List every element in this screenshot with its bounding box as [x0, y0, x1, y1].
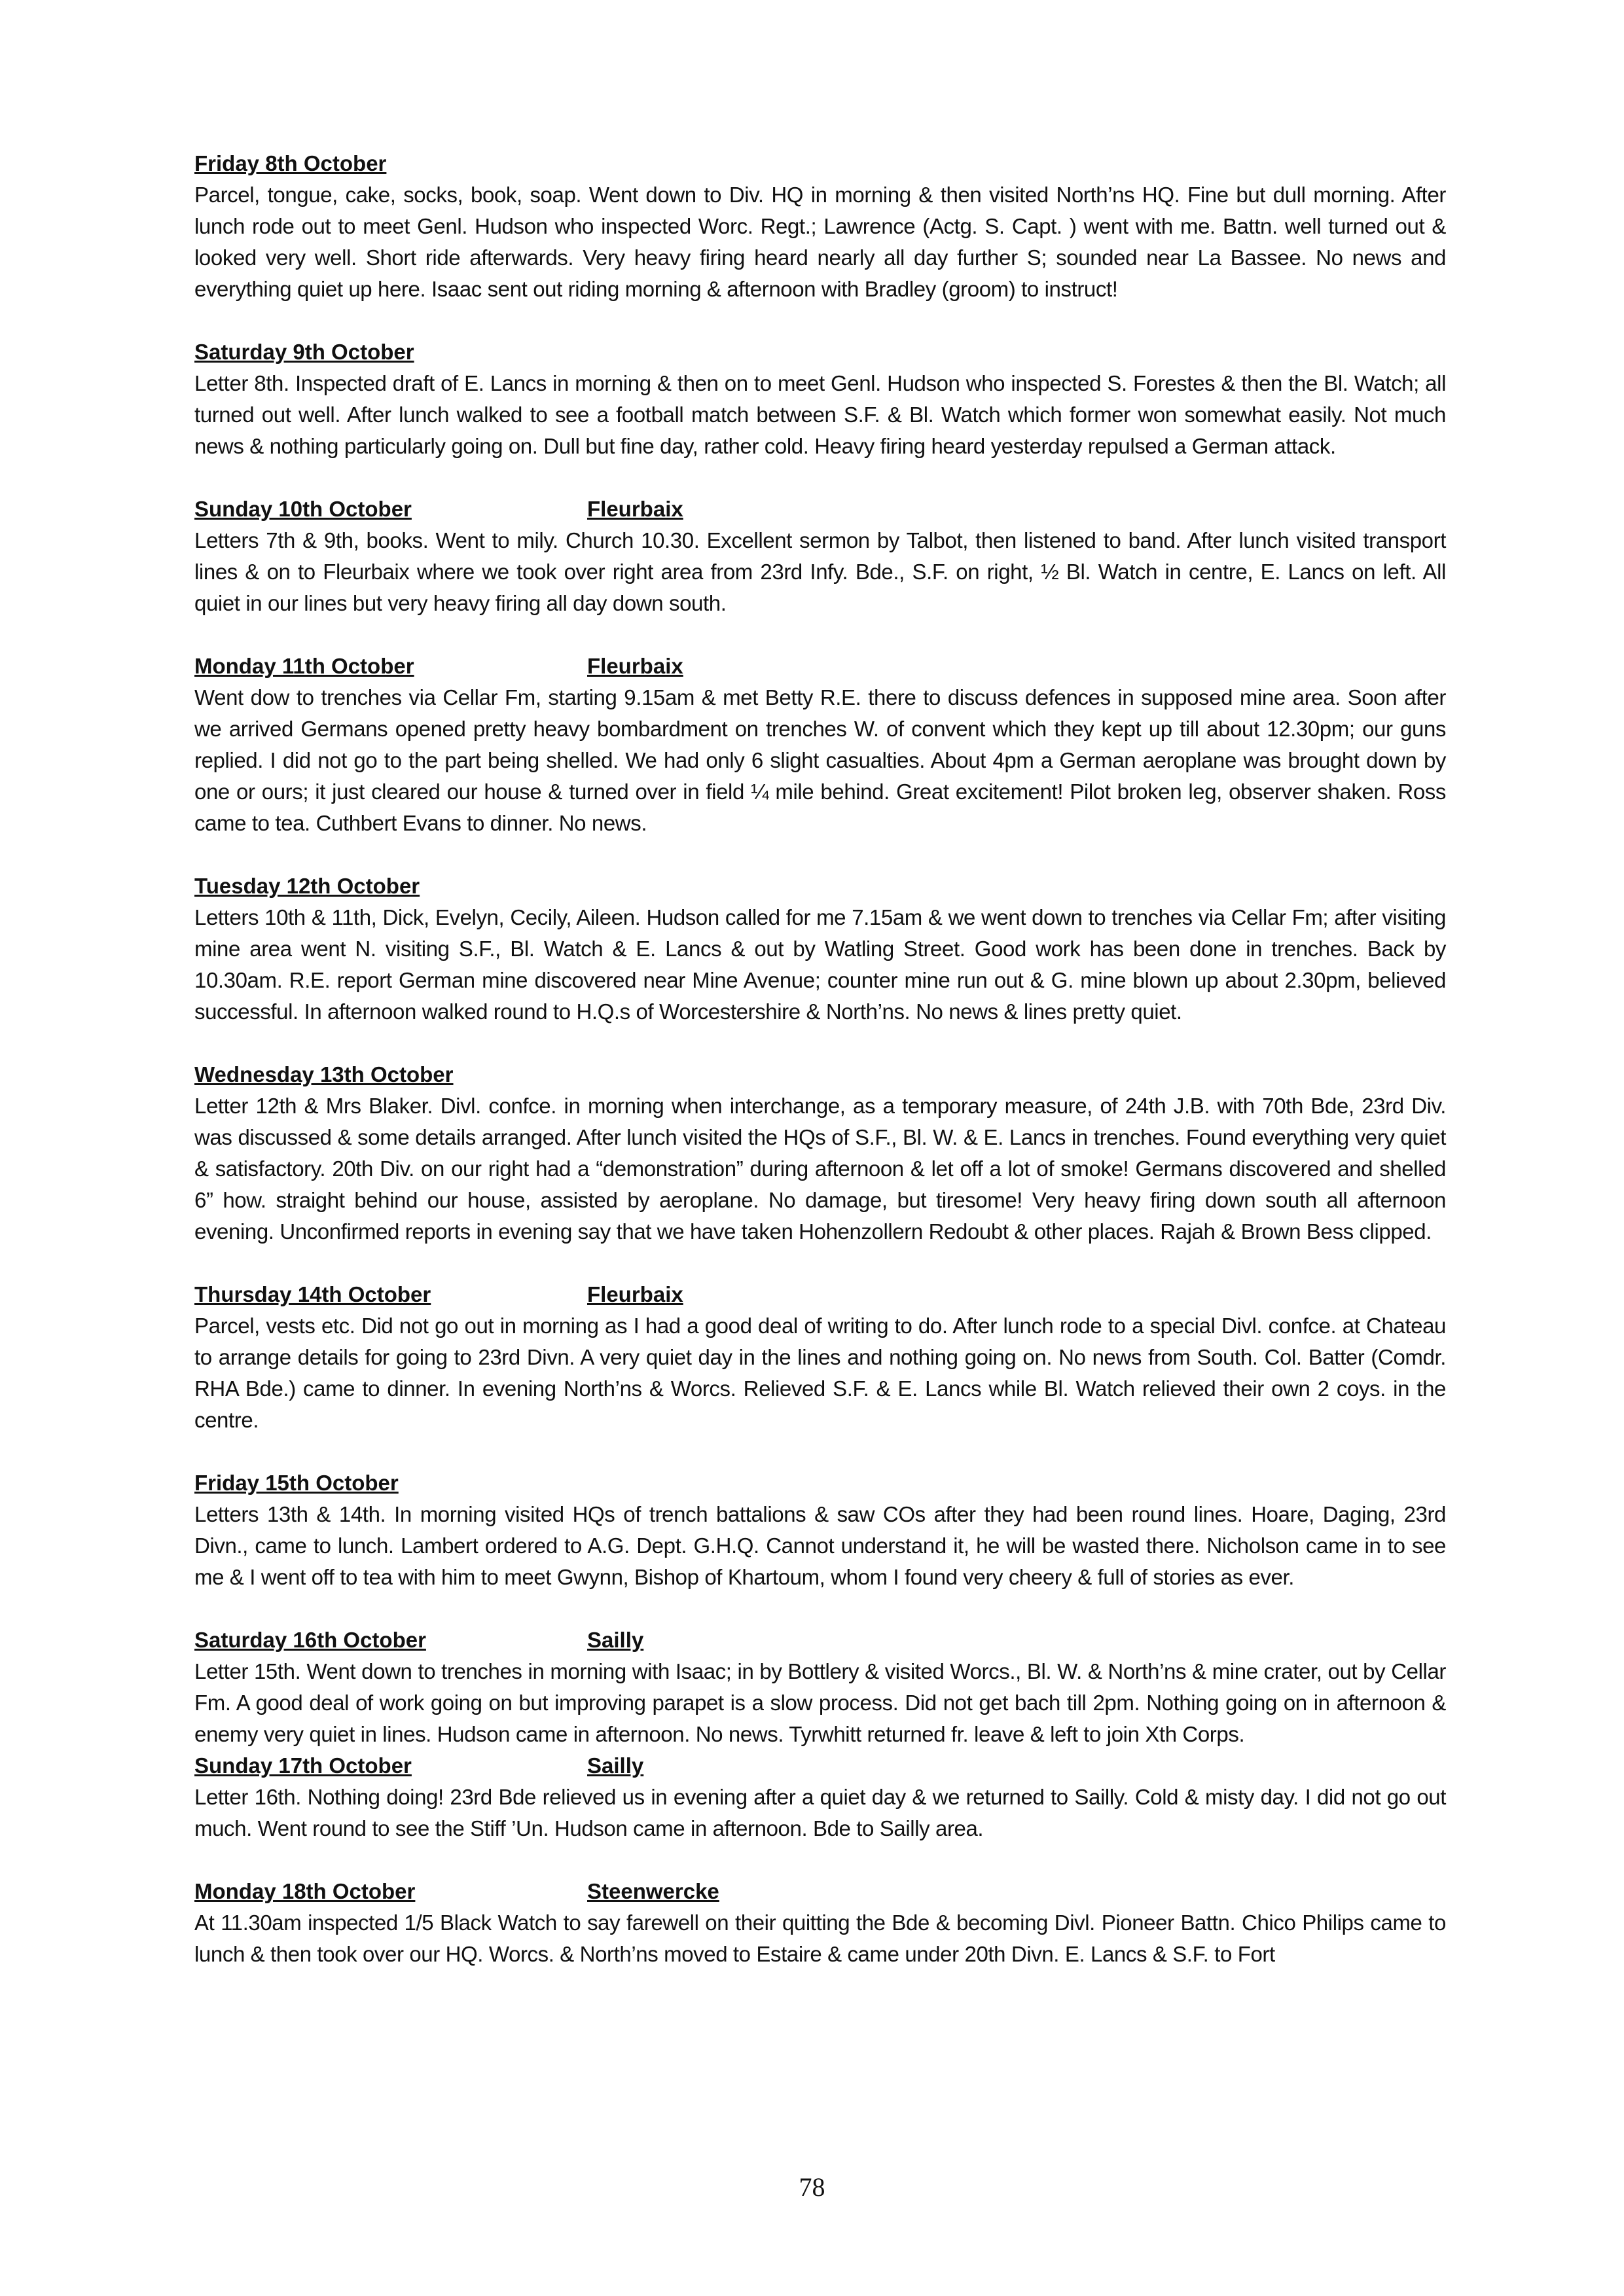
entry-date: Sunday 17th October — [194, 1753, 412, 1778]
entry-body: Letters 7th & 9th, books. Went to mily. Church 10.30. Excellent sermon by Talbot, then listened to band. After lunch visited transport lines & on to Fleurbaix where we took over right area from 23rd Infy. Bde., S.F. on right, ½ Bl. Watch in centre, E. Lancs on left. All quiet in our lines but very heavy firing all day down south. — [194, 528, 1446, 615]
entry-date: Saturday 9th October — [194, 340, 414, 364]
entry-date: Monday 18th October — [194, 1879, 416, 1903]
entry-body: Letter 8th. Inspected draft of E. Lancs in morning & then on to meet Genl. Hudson who inspected S. Forestes & then the Bl. Watch; all turned out well. After lunch walked to see a football match between S.F. & Bl. Watch which former won somewhat easily. Not much news & nothing particularly going on. Dull but fine day, rather cold. Heavy firing heard yesterday repulsed a German attack. — [194, 371, 1446, 458]
entry-heading — [194, 1876, 1446, 1907]
entry-date: Sunday 10th October — [194, 497, 412, 521]
page-number: 78 — [799, 2172, 825, 2202]
entry-body: Parcel, tongue, cake, socks, book, soap. Went down to Div. HQ in morning & then visited North’ns HQ. Fine but dull morning. After lunch rode out to meet Genl. Hudson who inspected Worc. Regt.; Lawrence (Actg. S. Capt. ) went with me. Battn. well turned out & looked very well. Short ride afterwards. Very heavy firing heard nearly all day further S; sounded near La Bassee. No news and everything quiet up here. Isaac sent out riding morning & afternoon with Bradley (groom) to instruct! — [194, 183, 1446, 301]
entry-heading — [194, 1467, 1446, 1499]
entry-location: Fleurbaix — [587, 654, 683, 678]
diary-entry — [194, 336, 1446, 462]
entry-location: Sailly — [587, 1753, 644, 1778]
entry-heading — [194, 336, 1446, 368]
entry-date: Wednesday 13th October — [194, 1062, 454, 1086]
entry-location: Fleurbaix — [587, 1282, 683, 1306]
diary-entry — [194, 1279, 1446, 1436]
diary-entry — [194, 651, 1446, 839]
entry-location: Steenwercke — [587, 1879, 719, 1903]
diary-entry — [194, 870, 1446, 1028]
entry-heading — [194, 1750, 1446, 1782]
entry-heading — [194, 493, 1446, 525]
entry-date: Friday 15th October — [194, 1471, 399, 1495]
diary-entry — [194, 1876, 1446, 1970]
entry-location: Fleurbaix — [587, 497, 683, 521]
entry-date: Monday 11th October — [194, 654, 414, 678]
diary-entry — [194, 1750, 1446, 1844]
entry-body: Letters 13th & 14th. In morning visited HQs of trench battalions & saw COs after they had been round lines. Hoare, Daging, 23rd Divn., came to lunch. Lambert ordered to A.G. Dept. G.H.Q. Cannot understand it, he will be wasted there. Nicholson came in to see me & I went off to tea with him to meet Gwynn, Bishop of Khartoum, whom I found very cheery & full of stories as ever. — [194, 1502, 1446, 1589]
entry-date: Saturday 16th October — [194, 1628, 426, 1652]
diary-entry — [194, 148, 1446, 305]
entry-heading — [194, 1059, 1446, 1090]
entry-body: Parcel, vests etc. Did not go out in morning as I had a good deal of writing to do. After lunch rode to a special Divl. confce. at Chateau to arrange details for going to 23rd Divn. A very quiet day in the lines and nothing going on. No news from South. Col. Batter (Comdr. RHA Bde.) came to dinner. In evening North’ns & Worcs. Relieved S.F. & E. Lancs while Bl. Watch relieved their own 2 coys. in the centre. — [194, 1314, 1446, 1432]
entry-body: Letter 16th. Nothing doing! 23rd Bde relieved us in evening after a quiet day & we returned to Sailly. Cold & misty day. I did not go out much. Went round to see the Stiff ’Un. Hudson came in afternoon. Bde to Sailly area. — [194, 1785, 1446, 1840]
entry-heading — [194, 870, 1446, 902]
entry-date: Thursday 14th October — [194, 1282, 431, 1306]
entry-body: At 11.30am inspected 1/5 Black Watch to say farewell on their quitting the Bde & becoming Divl. Pioneer Battn. Chico Philips came to lunch & then took over our HQ. Worcs. & North’ns moved to Estaire & came under 20th Divn. E. Lancs & S.F. to Fort — [194, 1910, 1446, 1966]
entry-location: Sailly — [587, 1628, 644, 1652]
diary-entry — [194, 1059, 1446, 1247]
entry-heading — [194, 1624, 1446, 1656]
entry-body: Letters 10th & 11th, Dick, Evelyn, Cecily, Aileen. Hudson called for me 7.15am & we went down to trenches via Cellar Fm; after visiting mine area went N. visiting S.F., Bl. Watch & E. Lancs & out by Watling Street. Good work has been done in trenches. Back by 10.30am. R.E. report German mine discovered near Mine Avenue; counter mine run out & G. mine blown up about 2.30pm, believed successful. In afternoon walked round to H.Q.s of Worcestershire & North’ns. No news & lines pretty quiet. — [194, 905, 1446, 1024]
diary-entry — [194, 493, 1446, 619]
entry-heading — [194, 148, 1446, 179]
diary-entry — [194, 1624, 1446, 1750]
entry-heading — [194, 1279, 1446, 1310]
diary-page — [194, 148, 1446, 2001]
entry-body: Letter 12th & Mrs Blaker. Divl. confce. in morning when interchange, as a temporary measure, of 24th J.B. with 70th Bde, 23rd Div. was discussed & some details arranged. After lunch visited the HQs of S.F., Bl. W. & E. Lancs in trenches. Found everything very quiet & satisfactory. 20th Div. on our right had a “demonstration” during afternoon & let off a lot of smoke! Germans discovered and shelled 6” how. straight behind our house, assisted by aeroplane. No damage, but tiresome! Very heavy firing down south all afternoon evening. Unconfirmed reports in evening say that we have taken Hohenzollern Redoubt & other places. Rajah & Brown Bess clipped. — [194, 1094, 1446, 1244]
entry-body: Went dow to trenches via Cellar Fm, starting 9.15am & met Betty R.E. there to discuss defences in supposed mine area. Soon after we arrived Germans opened pretty heavy bombardment on trenches W. of convent which they kept up till about 12.30pm; our guns replied. I did not go to the part being shelled. We had only 6 slight casualties. About 4pm a German aeroplane was brought down by one or ours; it just cleared our house & turned over in field ¼ mile behind. Great excitement! Pilot broken leg, observer shaken. Ross came to tea. Cuthbert Evans to dinner. No news. — [194, 685, 1446, 835]
entry-body: Letter 15th. Went down to trenches in morning with Isaac; in by Bottlery & visited Worcs., Bl. W. & North’ns & mine crater, out by Cellar Fm. A good deal of work going on but improving parapet is a slow process. Did not get bach till 2pm. Nothing going on in afternoon & enemy very quiet in lines. Hudson came in afternoon. No news. Tyrwhitt returned fr. leave & left to join Xth Corps. — [194, 1659, 1446, 1746]
entry-date: Friday 8th October — [194, 151, 387, 175]
entry-date: Tuesday 12th October — [194, 874, 420, 898]
diary-entry — [194, 1467, 1446, 1593]
entry-heading — [194, 651, 1446, 682]
